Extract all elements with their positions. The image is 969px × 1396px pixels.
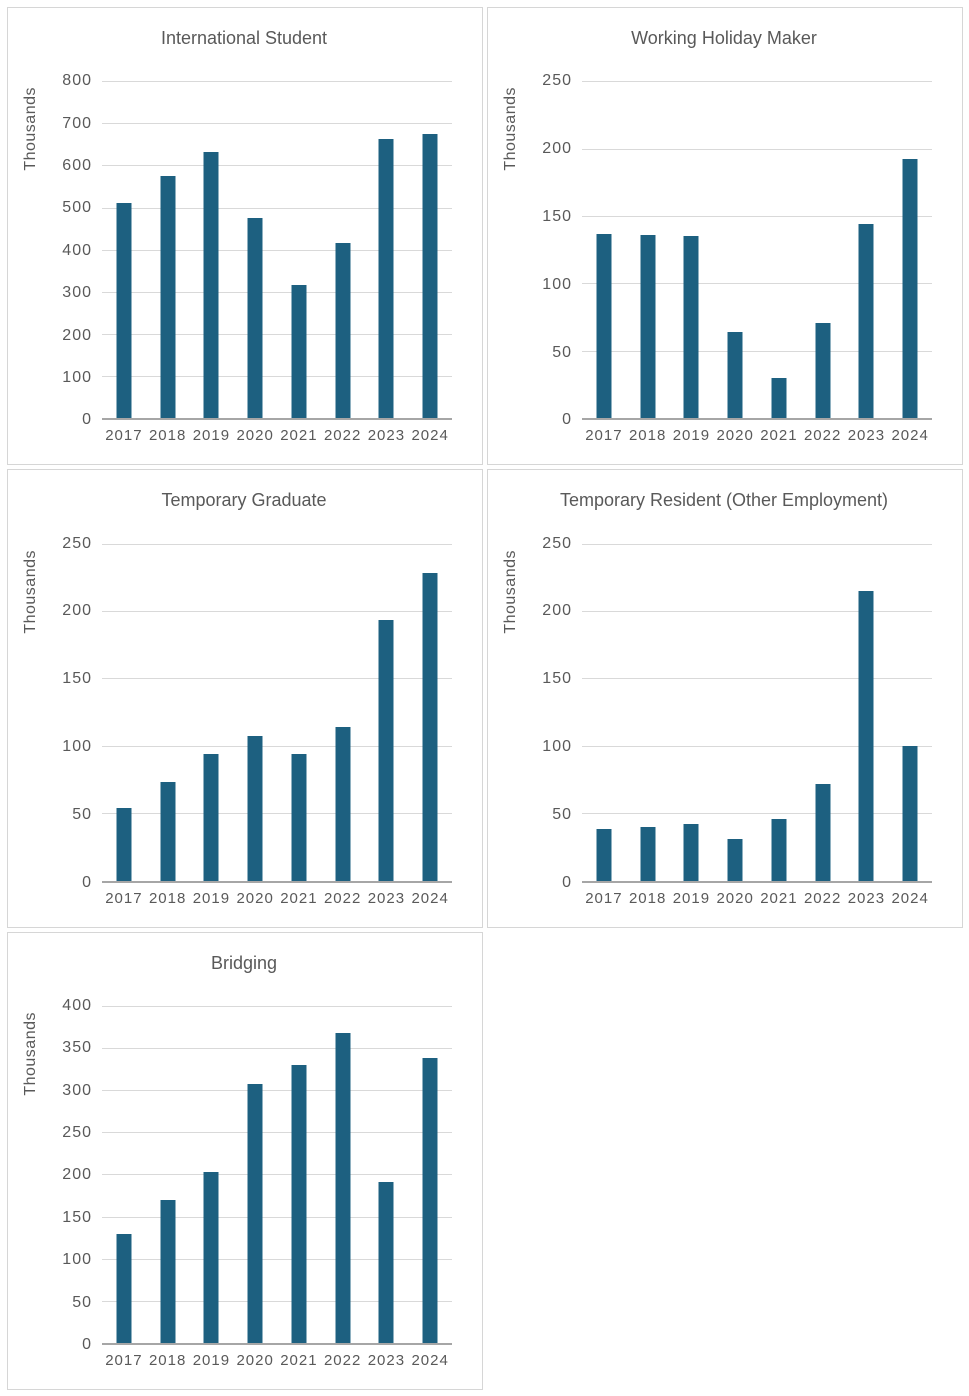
x-tick-label: 2024 (411, 889, 449, 907)
gridline (582, 611, 932, 612)
gridline (102, 81, 452, 82)
charts-grid (7, 7, 963, 1390)
x-tick-label: 2021 (760, 889, 798, 907)
y-axis-ticks (50, 996, 102, 1353)
bar-2022 (815, 323, 830, 419)
x-tick-label: 2023 (367, 889, 406, 907)
y-axis-ticks (50, 534, 102, 891)
chart-title: Bridging (210, 952, 278, 973)
gridline (582, 81, 932, 82)
gridline (102, 1174, 452, 1175)
x-tick-label: 2019 (192, 889, 231, 907)
y-tick-label: 400 (62, 996, 92, 1014)
x-tick-label: 2018 (628, 427, 667, 445)
bar-2018 (640, 235, 655, 418)
y-tick-label: 150 (542, 207, 572, 225)
bar-2023 (859, 224, 874, 418)
chart-title: Temporary Resident (Other Employment) (559, 490, 889, 511)
gridline (102, 678, 452, 679)
bar-2017 (116, 808, 131, 881)
y-tick-label: 0 (82, 873, 92, 891)
x-tick-label: 2017 (105, 889, 143, 907)
gridline (582, 283, 932, 284)
x-tick-label: 2023 (367, 1352, 406, 1369)
gridline (102, 165, 452, 166)
chart-body (20, 534, 468, 919)
bar-2022 (335, 243, 350, 419)
bar-2018 (160, 176, 175, 418)
y-tick-label: 100 (542, 738, 572, 755)
y-axis-ticks (530, 72, 582, 429)
y-tick-label: 100 (62, 1251, 92, 1269)
y-axis-title: Thousands (22, 549, 39, 634)
y-tick-label: 200 (62, 602, 92, 620)
gridline (102, 292, 452, 293)
bar-2019 (204, 1172, 219, 1343)
bar-2023 (379, 139, 394, 418)
chart-panel-working-holiday-maker (487, 7, 963, 465)
bar-2020 (248, 1084, 263, 1343)
x-tick-label: 2024 (891, 889, 929, 907)
x-tick-label: 2021 (280, 889, 318, 907)
x-tick-label: 2018 (628, 889, 667, 907)
bar-2021 (771, 819, 786, 881)
gridline (582, 544, 932, 545)
y-tick-label: 350 (62, 1039, 92, 1057)
gridline (582, 216, 932, 217)
y-tick-label: 200 (62, 326, 92, 344)
x-tick-label: 2023 (847, 427, 886, 445)
x-tick-label: 2018 (148, 427, 187, 445)
gridline (102, 123, 452, 124)
chart-title: Working Holiday Maker (631, 28, 817, 48)
x-tick-label: 2023 (847, 889, 886, 907)
y-tick-label: 100 (62, 368, 92, 386)
bar-2018 (640, 827, 655, 881)
bar-2017 (596, 234, 611, 419)
x-tick-label: 2024 (891, 427, 929, 445)
chart-panel-temporary-graduate (7, 469, 483, 927)
gridline (102, 611, 452, 612)
y-tick-label: 100 (542, 275, 572, 293)
bar-2020 (248, 218, 263, 419)
y-tick-label: 0 (562, 873, 572, 891)
x-tick-label: 2022 (803, 889, 842, 907)
gridline (102, 334, 452, 335)
y-tick-label: 250 (62, 1124, 92, 1142)
x-tick-label: 2019 (192, 427, 231, 445)
bar-2018 (160, 1200, 175, 1343)
bar-2018 (160, 782, 175, 880)
y-tick-label: 150 (542, 670, 572, 688)
x-tick-label: 2024 (411, 1352, 449, 1369)
x-tick-label: 2019 (672, 889, 711, 907)
x-tick-label: 2017 (585, 427, 623, 445)
y-axis-title: Thousands (22, 87, 39, 171)
x-tick-label: 2017 (105, 427, 143, 445)
gridline (582, 351, 932, 352)
y-axis-title-column (20, 81, 50, 456)
x-tick-label: 2020 (716, 889, 754, 907)
y-tick-label: 0 (82, 1336, 92, 1353)
empty-cell (487, 932, 963, 1390)
bar-2022 (335, 727, 350, 881)
bar-2020 (728, 332, 743, 418)
x-tick-label: 2019 (672, 427, 711, 445)
y-tick-label: 300 (62, 1081, 92, 1099)
x-tick-label: 2020 (236, 1352, 274, 1369)
y-axis-ticks (50, 72, 102, 429)
x-tick-label: 2021 (280, 1352, 318, 1369)
chart-panel-temporary-resident-other-employment (487, 469, 963, 927)
bar-2021 (291, 754, 306, 881)
bar-2021 (291, 1065, 306, 1343)
y-tick-label: 700 (62, 114, 92, 132)
bar-2020 (728, 839, 743, 881)
chart-body (20, 72, 468, 456)
plot-area (102, 544, 452, 907)
x-tick-label: 2024 (411, 427, 449, 445)
plot-area (102, 1006, 452, 1369)
x-tick-label: 2021 (760, 427, 798, 445)
y-tick-label: 300 (62, 284, 92, 302)
gridline (102, 746, 452, 747)
gridline (582, 678, 932, 679)
y-tick-label: 250 (542, 72, 572, 90)
chart-title: International Student (160, 28, 328, 48)
x-tick-label: 2023 (367, 427, 406, 445)
chart-panel-international-student (7, 7, 483, 465)
bar-2022 (335, 1033, 350, 1343)
x-tick-label: 2018 (148, 889, 187, 907)
bar-2017 (116, 1234, 131, 1343)
x-tick-label: 2020 (236, 889, 274, 907)
y-tick-label: 50 (72, 805, 92, 823)
bar-2021 (291, 285, 306, 418)
plot-area (582, 81, 932, 445)
bar-2019 (684, 236, 699, 418)
bar-2024 (423, 573, 438, 880)
y-tick-label: 50 (552, 805, 572, 823)
bar-2019 (684, 824, 699, 881)
y-tick-label: 800 (62, 72, 92, 90)
bar-2022 (815, 784, 830, 881)
y-tick-label: 500 (62, 199, 92, 217)
gridline (582, 813, 932, 814)
y-tick-label: 250 (62, 534, 92, 552)
x-tick-label: 2022 (323, 427, 362, 445)
y-tick-label: 600 (62, 156, 92, 174)
bar-2023 (379, 620, 394, 880)
bar-2023 (859, 591, 874, 881)
x-tick-label: 2020 (716, 427, 754, 445)
plot-area (582, 544, 932, 907)
y-axis-title: Thousands (22, 1011, 39, 1096)
y-tick-label: 400 (62, 241, 92, 259)
gridline (582, 746, 932, 747)
y-axis-title-column (500, 81, 530, 456)
bar-2019 (204, 754, 219, 881)
gridline (102, 1006, 452, 1007)
gridline (102, 813, 452, 814)
chart-panel-bridging (7, 932, 483, 1390)
bar-2017 (116, 203, 131, 419)
x-tick-label: 2019 (192, 1352, 231, 1369)
gridline (102, 250, 452, 251)
y-tick-label: 200 (62, 1166, 92, 1184)
x-tick-label: 2021 (280, 427, 318, 445)
y-tick-label: 250 (542, 534, 572, 552)
bar-2021 (771, 378, 786, 418)
x-tick-label: 2018 (148, 1352, 187, 1369)
chart-title: Temporary Graduate (161, 490, 327, 511)
y-tick-label: 50 (552, 343, 572, 361)
gridline (102, 544, 452, 545)
y-axis-title-column (500, 544, 530, 919)
bar-2024 (903, 159, 918, 418)
y-tick-label: 150 (62, 670, 92, 688)
y-tick-label: 50 (72, 1293, 92, 1311)
y-axis-ticks (530, 534, 582, 891)
gridline (102, 1217, 452, 1218)
bar-2020 (248, 736, 263, 880)
bar-2017 (596, 829, 611, 880)
bar-2023 (379, 1182, 394, 1343)
gridline (102, 1090, 452, 1091)
x-tick-label: 2022 (803, 427, 842, 445)
y-tick-label: 0 (82, 411, 92, 429)
y-tick-label: 0 (562, 411, 572, 429)
x-tick-label: 2017 (585, 889, 623, 907)
bar-2024 (423, 1058, 438, 1343)
bar-2024 (423, 134, 438, 418)
gridline (102, 1132, 452, 1133)
bar-2024 (903, 746, 918, 881)
y-axis-title: Thousands (502, 549, 519, 634)
bar-2019 (204, 152, 219, 418)
chart-body (500, 534, 948, 919)
chart-body (20, 996, 468, 1381)
plot-area (102, 81, 452, 445)
x-tick-label: 2017 (105, 1352, 143, 1369)
chart-body (500, 72, 948, 456)
x-tick-label: 2022 (323, 1352, 362, 1369)
y-tick-label: 100 (62, 738, 92, 755)
gridline (102, 1048, 452, 1049)
gridline (102, 1301, 452, 1302)
y-tick-label: 150 (62, 1208, 92, 1226)
y-axis-title-column (20, 1006, 50, 1381)
y-tick-label: 200 (542, 602, 572, 620)
y-axis-title-column (20, 544, 50, 919)
y-tick-label: 200 (542, 140, 572, 158)
gridline (102, 1259, 452, 1260)
gridline (582, 149, 932, 150)
x-tick-label: 2022 (323, 889, 362, 907)
gridline (102, 376, 452, 377)
y-axis-title: Thousands (502, 87, 519, 171)
x-tick-label: 2020 (236, 427, 274, 445)
gridline (102, 208, 452, 209)
